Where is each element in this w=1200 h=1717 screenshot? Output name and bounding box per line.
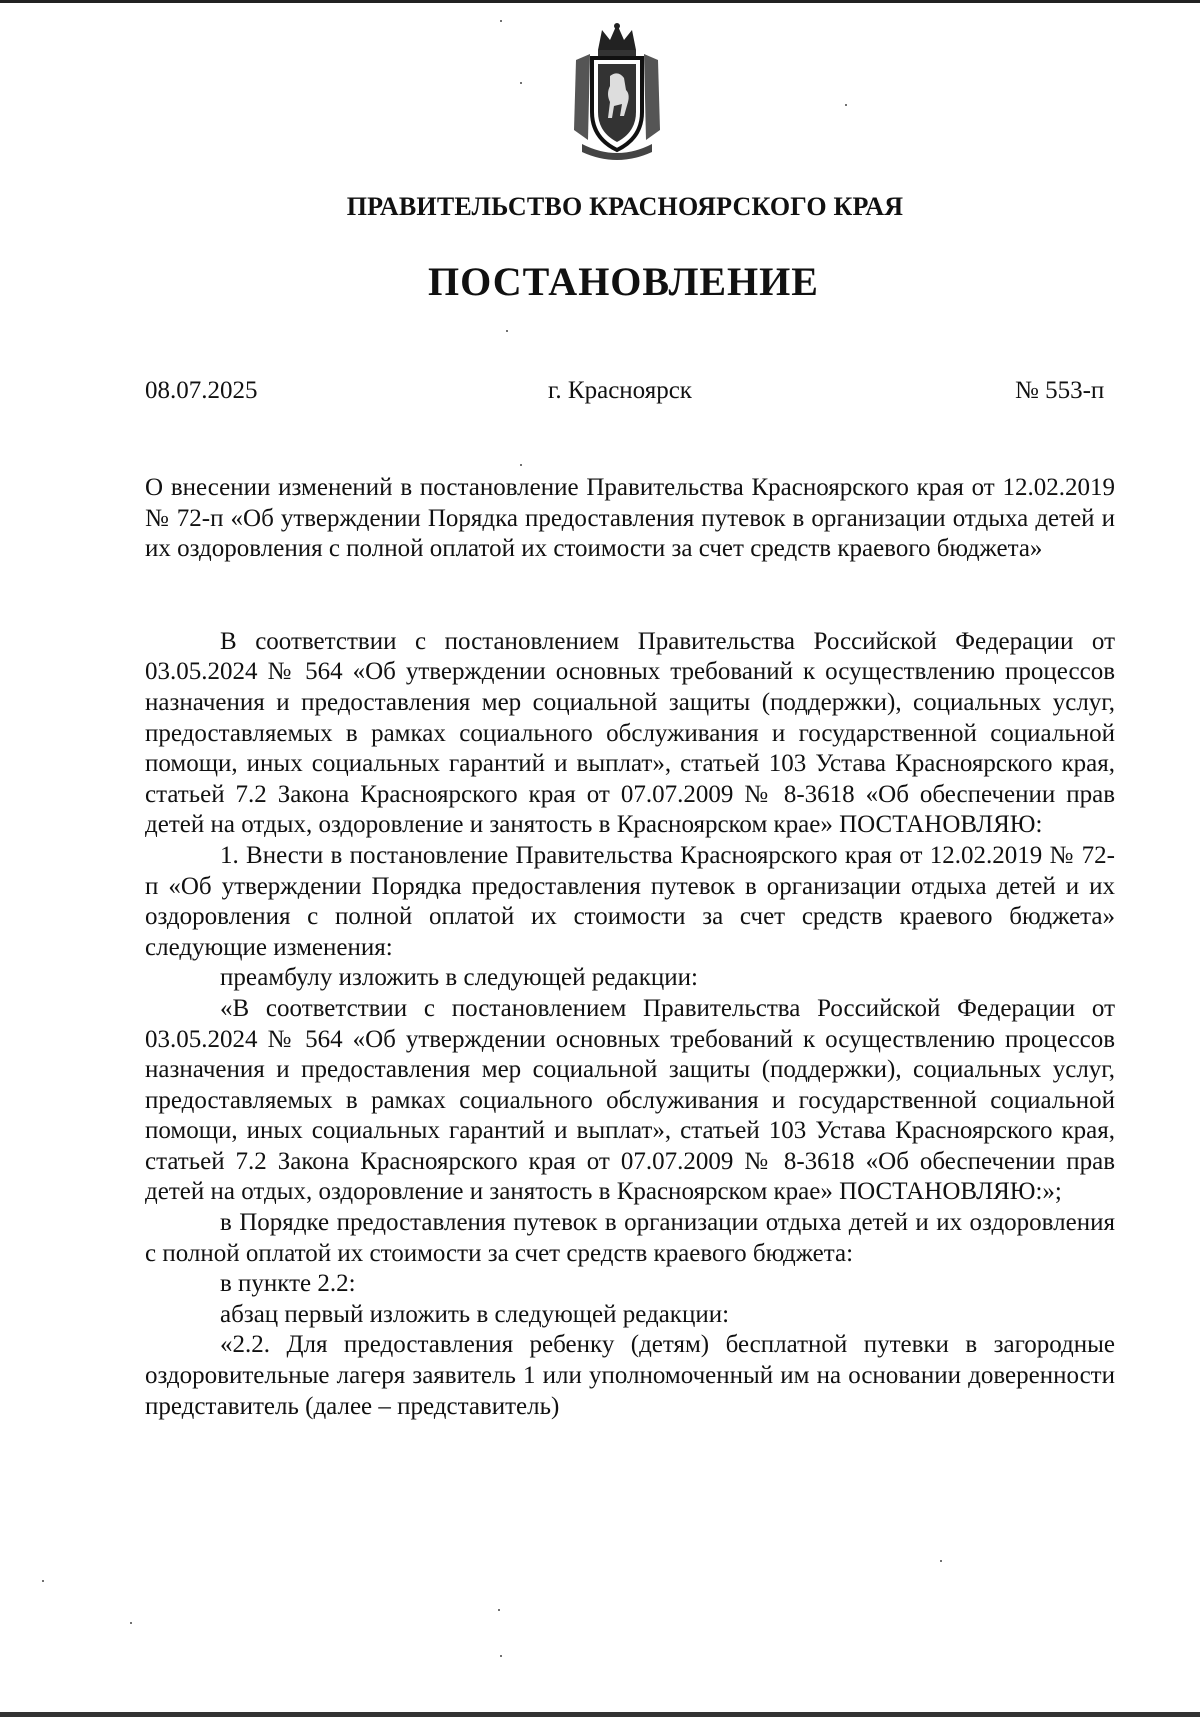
spacer [145,565,1115,627]
scan-speck [940,1560,942,1562]
document-body [145,473,1115,1422]
scan-speck [498,1609,500,1611]
scan-speck [42,1580,44,1582]
document-date: 08.07.2025 [145,377,258,404]
scan-edge-top [0,0,1200,3]
body-paragraph: «В соответствии с постановлением Правительства Российской Федерации от 03.05.2024 № 564 «Об утверждении основных требований к осуществлению процессов назначения и предоставления мер социальной защиты (поддержки), социальных услуг, предоставляемых в рамках социального обслуживания и государственной социальной помощи, иных социальных гарантий и выплат», статьей 103 Устава Красноярского края, статьей 7.2 Закона Красноярского края от 07.07.2009 № 8-3618 «Об обеспечении прав детей на отдых, оздоровление и занятость в Красноярском крае» ПОСТАНОВЛЯЮ:»; [145,994,1115,1206]
document-title: ПОСТАНОВЛЕНИЕ [428,259,819,304]
document-city: г. Красноярск [548,377,692,404]
preamble-paragraph: В соответствии с постановлением Правительства Российской Федерации от 03.05.2024 № 564 «Об утверждении основных требований к осуществлению процессов назначения и предоставления мер социальной защиты (поддержки), социальных услуг, предоставляемых в рамках социального обслуживания и государственной социальной помощи, иных социальных гарантий и выплат», статьей 103 Устава Красноярского края, статьей 7.2 Закона Красноярского края от 07.07.2009 № 8-3618 «Об обеспечении прав детей на отдых, оздоровление и занятость в Красноярском крае» ПОСТАНОВЛЯЮ: [145,627,1115,839]
body-paragraph: «2.2. Для предоставления ребенку (детям) бесплатной путевки в загородные оздоровительные лагеря заявитель 1 или уполномоченный им на основании доверенности представитель (далее – представитель) [145,1331,1115,1420]
scan-speck [520,82,522,84]
document-number: № 553-п [1015,377,1105,404]
scan-speck [520,464,522,466]
scan-speck [130,1622,132,1624]
body-paragraph: преамбулу изложить в следующей редакции: [220,964,699,992]
body-paragraph: абзац первый изложить в следующей редакции: [220,1300,730,1328]
scan-speck [506,330,508,332]
body-paragraph: 1. Внести в постановление Правительства Красноярского края от 12.02.2019 № 72-п «Об утверждении Порядка предоставления путевок в организации отдыха детей и их оздоровления с полной оплатой их стоимости за счет средств краевого бюджета» следующие изменения: [145,841,1115,961]
scan-edge-bottom [0,1712,1200,1717]
scan-speck [500,20,502,22]
body-paragraph: в пункте 2.2: [220,1270,356,1298]
coat-of-arms-icon [568,20,666,160]
government-name: ПРАВИТЕЛЬСТВО КРАСНОЯРСКОГО КРАЯ [346,192,904,221]
subject-heading: О внесении изменений в постановление Правительства Красноярского края от 12.02.2019 № 72-п «Об утверждении Порядка предоставления путевок в организации отдыха детей и их оздоровления с полной оплатой их стоимости за счет средств краевого бюджета» [145,474,1115,563]
scan-speck [845,104,847,106]
scan-speck [500,1655,502,1657]
body-paragraph: в Порядке предоставления путевок в организации отдыха детей и их оздоровления с полной оплатой их стоимости за счет средств краевого бюджета: [145,1209,1115,1267]
